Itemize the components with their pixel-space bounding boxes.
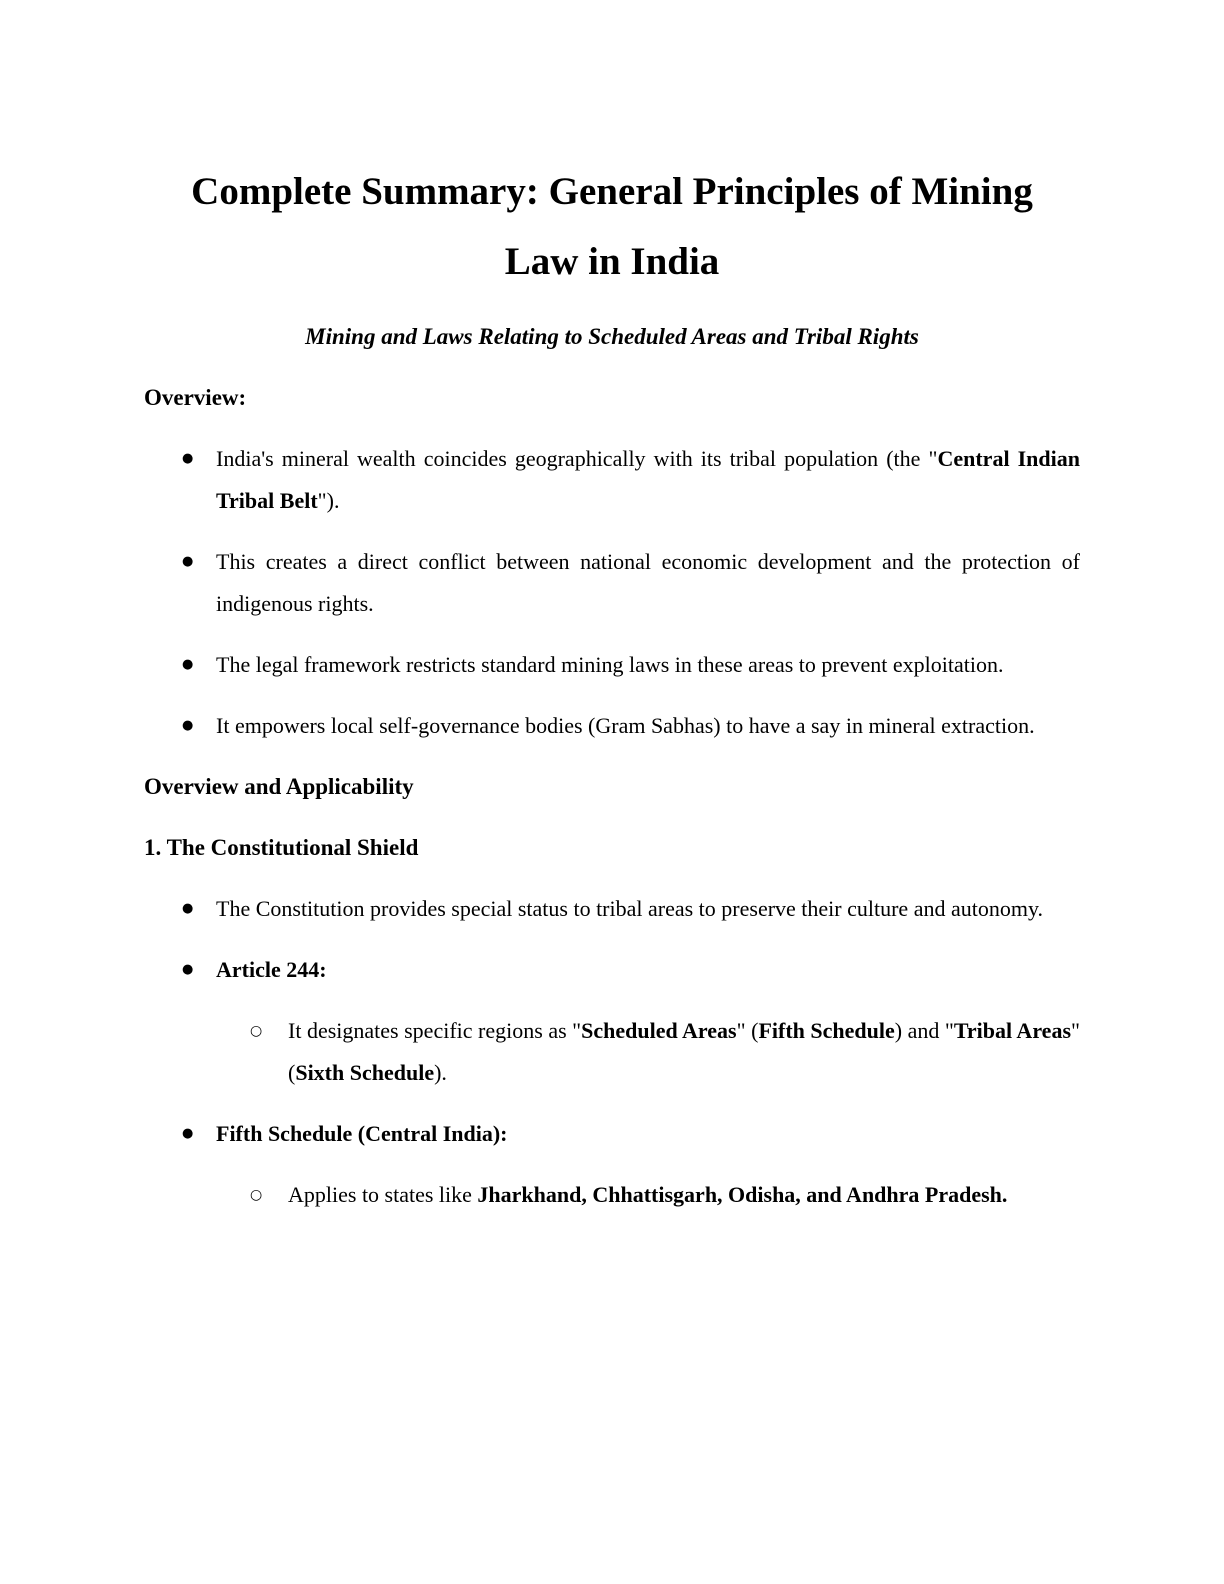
bullet-item [144, 644, 1080, 686]
bullet-marker-icon: ● [182, 1126, 194, 1141]
bullet-marker-icon: ● [182, 554, 194, 569]
bullet-text: India's mineral wealth coincides geographically with its tribal population (the "Central Indian Tribal Belt"). [216, 446, 1080, 513]
bullet-item [144, 1113, 1080, 1155]
bullet-text: Applies to states like Jharkhand, Chhattisgarh, Odisha, and Andhra Pradesh. [288, 1182, 1008, 1207]
section-heading: 1. The Constitutional Shield [144, 835, 419, 860]
bullet-text: Article 244: [216, 957, 327, 982]
bullet-text: The legal framework restricts standard mining laws in these areas to prevent exploitation. [216, 652, 1004, 677]
bullet-text: Fifth Schedule (Central India): [216, 1121, 508, 1146]
bullet-item [144, 541, 1080, 625]
bullet-marker-icon: ● [182, 451, 194, 466]
section-heading: Overview: [144, 385, 247, 410]
sub-bullet-item [144, 1174, 1080, 1216]
bullet-item [144, 438, 1080, 522]
bullet-text: This creates a direct conflict between national economic development and the protection of indigenous rights. [216, 549, 1080, 616]
sub-bullet-item [144, 1010, 1080, 1094]
bullet-item [144, 705, 1080, 747]
title-line-1: Complete Summary: General Principles of Mining [191, 170, 1033, 213]
bullet-text: It empowers local self-governance bodies (Gram Sabhas) to have a say in mineral extraction. [216, 713, 1035, 738]
document-subtitle: Mining and Laws Relating to Scheduled Areas and Tribal Rights [305, 324, 919, 349]
bullet-item [144, 949, 1080, 991]
bullet-item [144, 888, 1080, 930]
bullet-text: The Constitution provides special status to tribal areas to preserve their culture and autonomy. [216, 896, 1044, 921]
circle-marker-icon: ○ [250, 1187, 263, 1203]
bullet-text: It designates specific regions as "Scheduled Areas" (Fifth Schedule) and "Tribal Areas" (Sixth Schedule). [288, 1018, 1080, 1085]
bullet-marker-icon: ● [182, 718, 194, 733]
bullet-marker-icon: ● [182, 657, 194, 672]
bullet-marker-icon: ● [182, 901, 194, 916]
circle-marker-icon: ○ [250, 1023, 263, 1039]
document-body [144, 377, 1080, 1216]
bullet-marker-icon: ● [182, 962, 194, 977]
section-heading: Overview and Applicability [144, 774, 414, 799]
document-title [144, 157, 1080, 297]
title-line-2: Law in India [504, 240, 720, 283]
